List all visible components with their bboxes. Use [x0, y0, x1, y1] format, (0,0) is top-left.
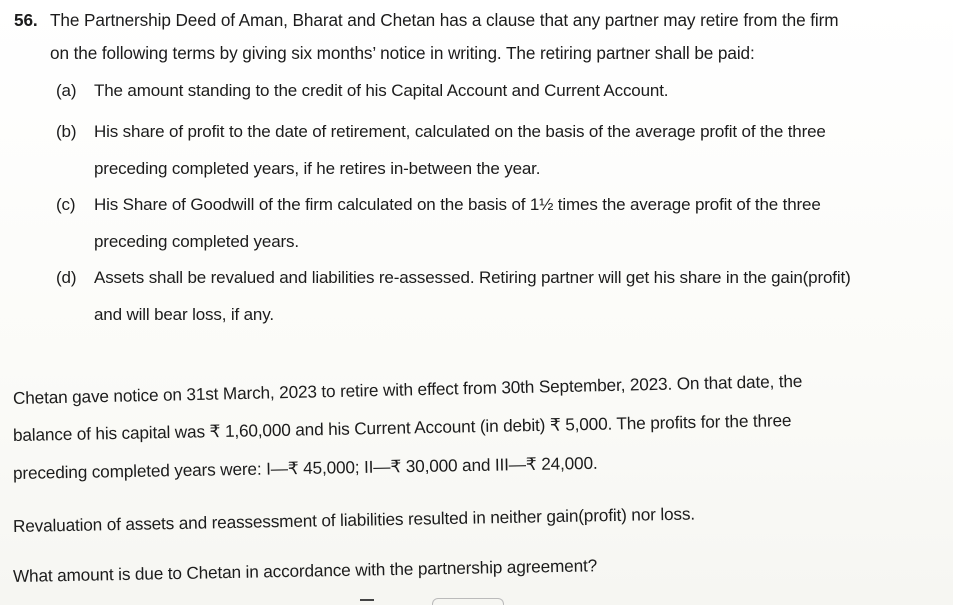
clause-text: His Share of Goodwill of the firm calculated on the basis of 1½ times the average profit of the three	[94, 195, 821, 214]
revaluation-statement: Revaluation of assets and reassessment of liabilities resulted in neither gain(profit) nor loss.	[12, 503, 696, 536]
question-ask: What amount is due to Chetan in accordance with the partnership agreement?	[12, 555, 598, 586]
clause-text-continued: and will bear loss, if any.	[94, 305, 274, 324]
question-intro	[14, 4, 939, 70]
clause-text: His share of profit to the date of retirement, calculated on the basis of the average profit of the three	[94, 122, 826, 141]
clause-text-continued: preceding completed years, if he retires in-between the year.	[94, 159, 541, 178]
cut-off-box	[432, 598, 504, 605]
cut-off-glyph	[360, 599, 374, 605]
clause-c	[56, 186, 936, 260]
clause-text: Assets shall be revalued and liabilities re-assessed. Retiring partner will get his share in the gain(profit)	[94, 268, 851, 287]
question-intro-line-2: on the following terms by giving six months’ notice in writing. The retiring partner shall be paid:	[50, 43, 755, 63]
clause-label: (b)	[56, 122, 77, 141]
clause-text: The amount standing to the credit of his Capital Account and Current Account.	[94, 81, 669, 100]
clause-label: (d)	[56, 268, 77, 287]
facts-line-1: Chetan gave notice on 31st March, 2023 to retire with effect from 30th September, 2023. On that date, the	[12, 370, 803, 408]
facts-line-3: preceding completed years were: I—₹ 45,000; II—₹ 30,000 and III—₹ 24,000.	[12, 452, 598, 483]
clause-a	[56, 72, 936, 109]
cut-off-next-line	[360, 597, 510, 605]
clause-label: (a)	[56, 81, 77, 100]
facts-line-2: balance of his capital was ₹ 1,60,000 and his Current Account (in debit) ₹ 5,000. The profits for the three	[12, 410, 792, 445]
question-intro-line-1: The Partnership Deed of Aman, Bharat and Chetan has a clause that any partner may retire from the firm	[50, 10, 839, 30]
clause-b	[56, 113, 936, 187]
clause-d	[56, 259, 936, 333]
clause-text-continued: preceding completed years.	[94, 232, 299, 251]
clause-label: (c)	[56, 195, 76, 214]
question-number: 56.	[14, 10, 38, 30]
